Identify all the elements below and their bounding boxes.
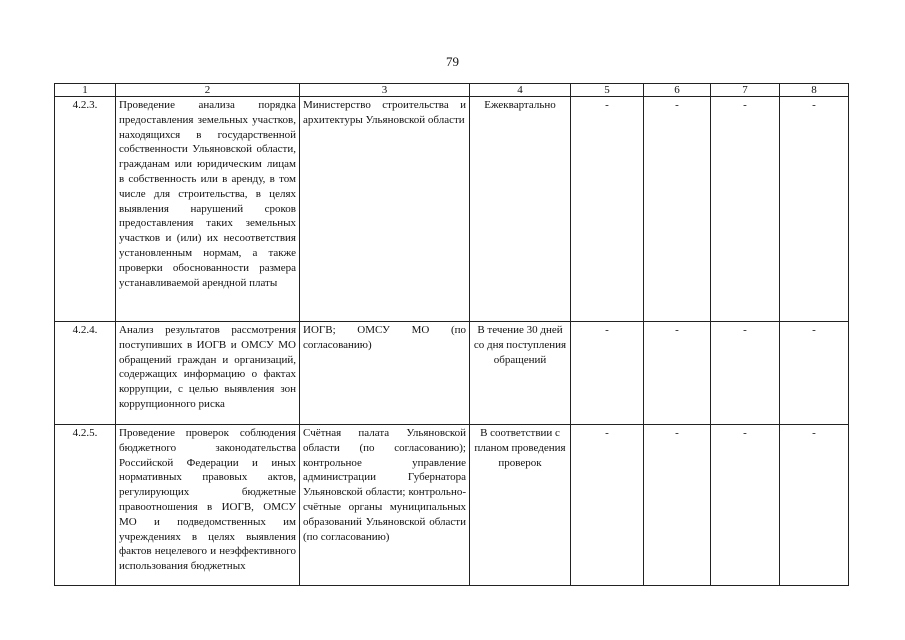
- table-row: [55, 322, 849, 425]
- measure-cell: Проведение анализа порядка предоставления земельных участков, находящихся в государственной собственности Ульяновской области, гражданам или юридическим лицам в собственность или в аренду, в том числе для строительства, в целях выявления нарушений сроков предоставления таких земельных участков и (или) их несоответствия установленным нормам, а также проверки обоснованности размера устанавливаемой арендной платы: [116, 97, 300, 322]
- measure-cell: Анализ результатов рассмотрения поступивших в ИОГВ и ОМСУ МО обращений граждан и организаций, содержащих информацию о фактах коррупции, с целью выявления зон коррупционного риска: [116, 322, 300, 425]
- term-cell: В соответствии с планом проведения проверок: [470, 425, 571, 586]
- col6-cell: -: [644, 322, 711, 425]
- executor-cell: Счётная палата Ульяновской области (по согласованию); контрольное управление администрации Губернатора Ульяновской области; контрольно-счётные органы муниципальных образований Ульяновской области (по согласованию): [300, 425, 470, 586]
- measures-table: [54, 83, 849, 586]
- col8-cell: -: [780, 425, 849, 586]
- col8-cell: -: [780, 97, 849, 322]
- page-number: 79: [446, 54, 459, 69]
- header-cell-3: 3: [300, 84, 470, 97]
- col8-cell: -: [780, 322, 849, 425]
- col5-cell: -: [571, 425, 644, 586]
- table-row: [55, 425, 849, 586]
- col7-cell: -: [711, 425, 780, 586]
- executor-cell: Министерство строительства и архитектуры Ульяновской области: [300, 97, 470, 322]
- col7-cell: -: [711, 322, 780, 425]
- col7-cell: -: [711, 97, 780, 322]
- header-cell-1: 1: [55, 84, 116, 97]
- col5-cell: -: [571, 322, 644, 425]
- table-row: [55, 97, 849, 322]
- col6-cell: -: [644, 425, 711, 586]
- col6-cell: -: [644, 97, 711, 322]
- item-number: 4.2.3.: [55, 97, 116, 322]
- header-cell-2: 2: [116, 84, 300, 97]
- term-cell: Ежеквартально: [470, 97, 571, 322]
- header-cell-4: 4: [470, 84, 571, 97]
- header-cell-5: 5: [571, 84, 644, 97]
- header-row: [55, 84, 849, 97]
- header-cell-6: 6: [644, 84, 711, 97]
- item-number: 4.2.5.: [55, 425, 116, 586]
- executor-cell: ИОГВ; ОМСУ МО (по согласованию): [300, 322, 470, 425]
- measure-cell: Проведение проверок соблюдения бюджетного законодательства Российской Федерации и иных нормативных правовых актов, регулирующих бюджетные правоотношения в ИОГВ, ОМСУ МО и подведомственных им учреждениях в целях выявления фактов нецелевого и неэффективного использования бюджетных: [116, 425, 300, 586]
- header-cell-7: 7: [711, 84, 780, 97]
- item-number: 4.2.4.: [55, 322, 116, 425]
- term-cell: В течение 30 дней со дня поступления обращений: [470, 322, 571, 425]
- header-cell-8: 8: [780, 84, 849, 97]
- col5-cell: -: [571, 97, 644, 322]
